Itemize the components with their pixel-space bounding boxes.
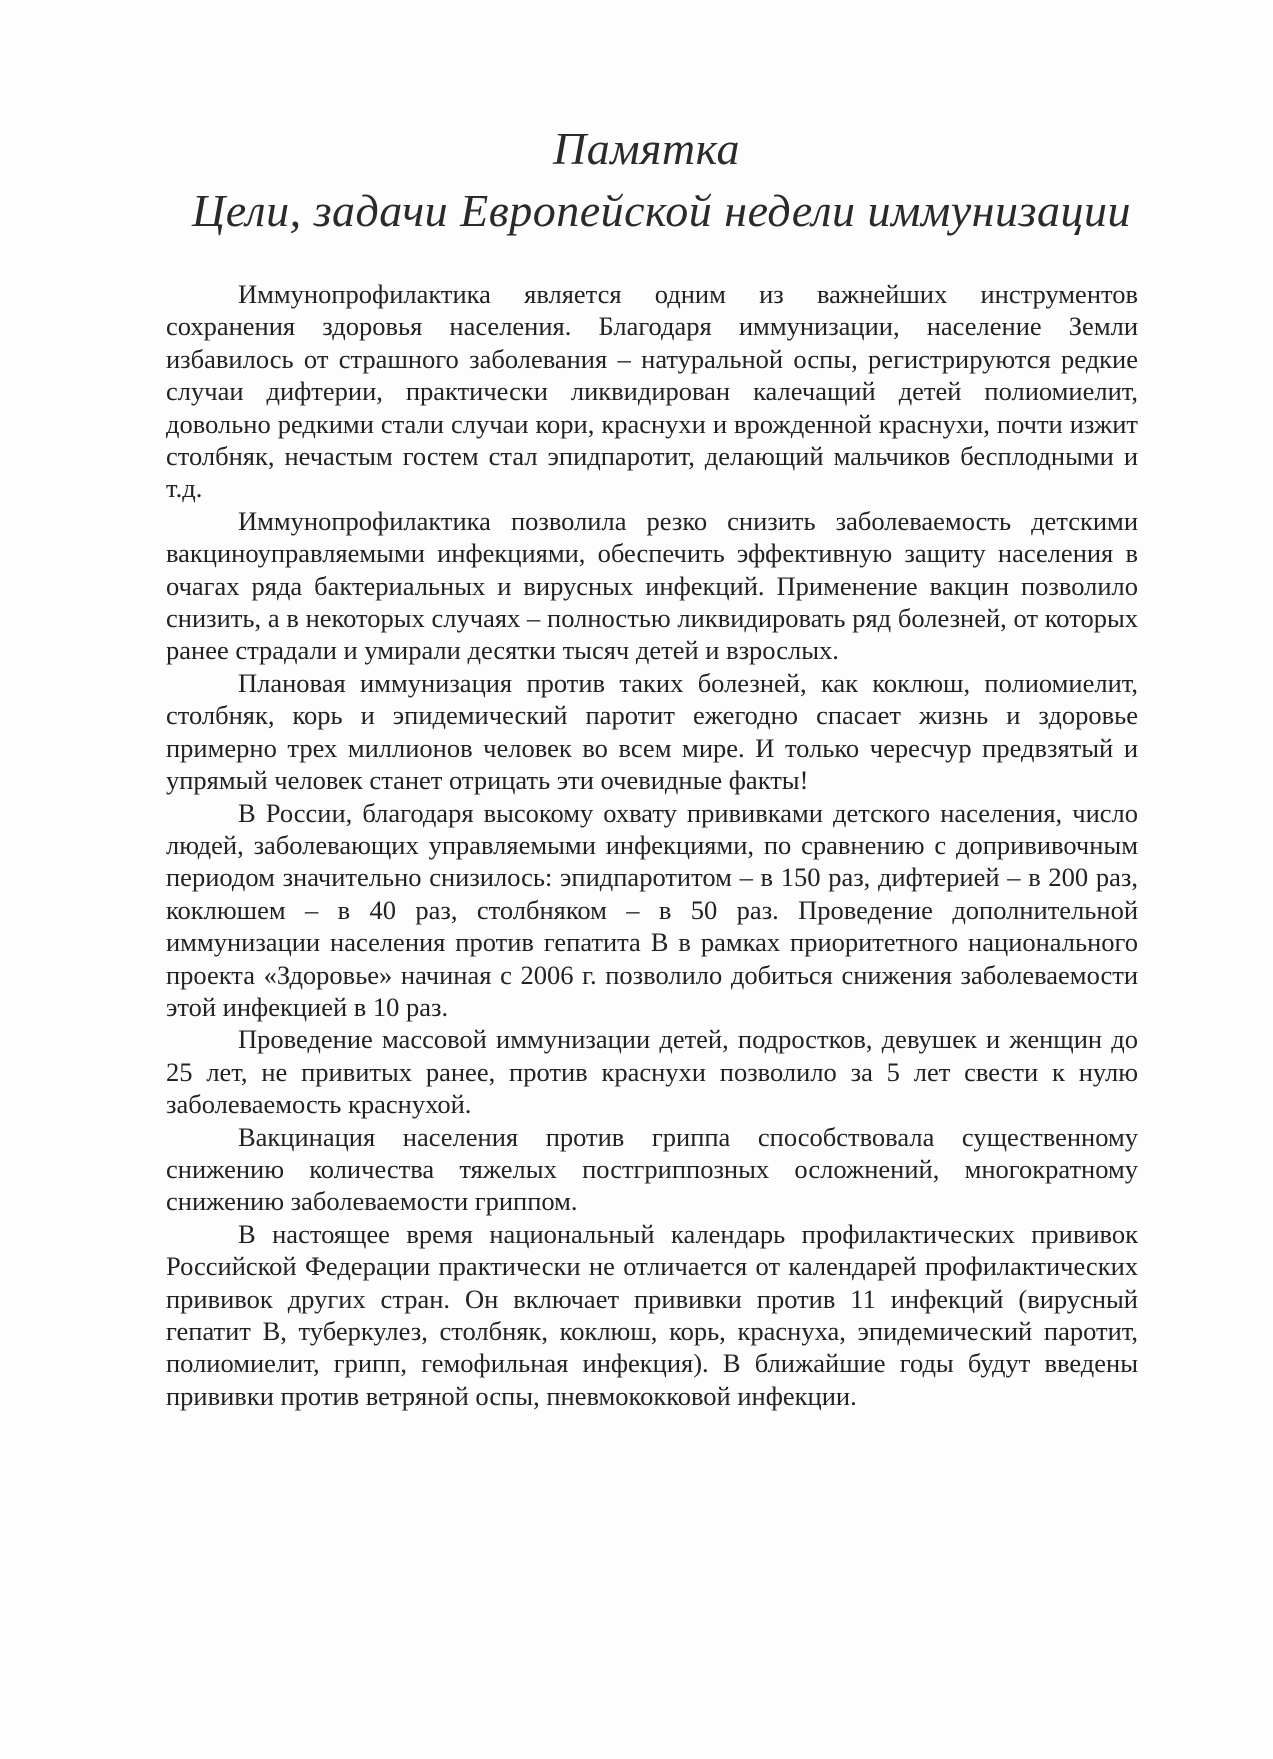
- document-subtitle: Цели, задачи Европейской недели иммунизации: [192, 185, 1131, 236]
- paragraph-2: Иммунопрофилактика позволила резко снизить заболеваемость детскими вакциноуправляемыми инфекциями, обеспечить эффективную защиту населения в очагах ряда бактериальных и вирусных инфекций. Применение вакцин позволило снизить, а в некоторых случаях – полностью ликвидировать ряд болезней, от которых ранее страдали и умирали десятки тысяч детей и взрослых.: [166, 505, 1138, 666]
- paragraph-3: Плановая иммунизация против таких болезней, как коклюш, полиомиелит, столбняк, корь и эпидемический паротит ежегодно спасает жизнь и здоровье примерно трех миллионов человек во всем мире. И только чересчур предвзятый и упрямый человек станет отрицать эти очевидные факты!: [166, 667, 1138, 796]
- paragraph-5: Проведение массовой иммунизации детей, подростков, девушек и женщин до 25 лет, не привитых ранее, против краснухи позволило за 5 лет свести к нулю заболеваемость краснухой.: [166, 1024, 1138, 1120]
- paragraph-7: В настоящее время национальный календарь профилактических прививок Российской Федерации практически не отличается от календарей профилактических прививок других стран. Он включает прививки против 11 инфекций (вирусный гепатит В, туберкулез, столбняк, коклюш, корь, краснуха, эпидемический паротит, полиомиелит, грипп, гемофильная инфекция). В ближайшие годы будут введены прививки против ветряной оспы, пневмококковой инфекции.: [166, 1218, 1138, 1411]
- document-title: Памятка: [552, 123, 741, 174]
- document-body: [166, 278, 1138, 1412]
- title-block: [0, 118, 1273, 242]
- paragraph-4: В России, благодаря высокому охвату прививками детского населения, число людей, заболевающих управляемыми инфекциями, по сравнению с допрививочным периодом значительно снизилось: эпидпаротитом – в 150 раз, дифтерией – в 200 раз, коклюшем – в 40 раз, столбняком – в 50 раз. Проведение дополнительной иммунизации населения против гепатита В в рамках приоритетного национального проекта «Здоровье» начиная с 2006 г. позволило добиться снижения заболеваемости этой инфекцией в 10 раз.: [166, 797, 1138, 1022]
- paragraph-1: Иммунопрофилактика является одним из важнейших инструментов сохранения здоровья населения. Благодаря иммунизации, население Земли избавилось от страшного заболевания – натуральной оспы, регистрируются редкие случаи дифтерии, практически ликвидирован калечащий детей полиомиелит, довольно редкими стали случаи кори, краснухи и врожденной краснухи, почти изжит столбняк, нечастым гостем стал эпидпаротит, делающий мальчиков бесплодными и т.д.: [166, 279, 1138, 504]
- paragraph-6: Вакцинация населения против гриппа способствовала существенному снижению количества тяжелых постгриппозных осложнений, многократному снижению заболеваемости гриппом.: [166, 1121, 1138, 1217]
